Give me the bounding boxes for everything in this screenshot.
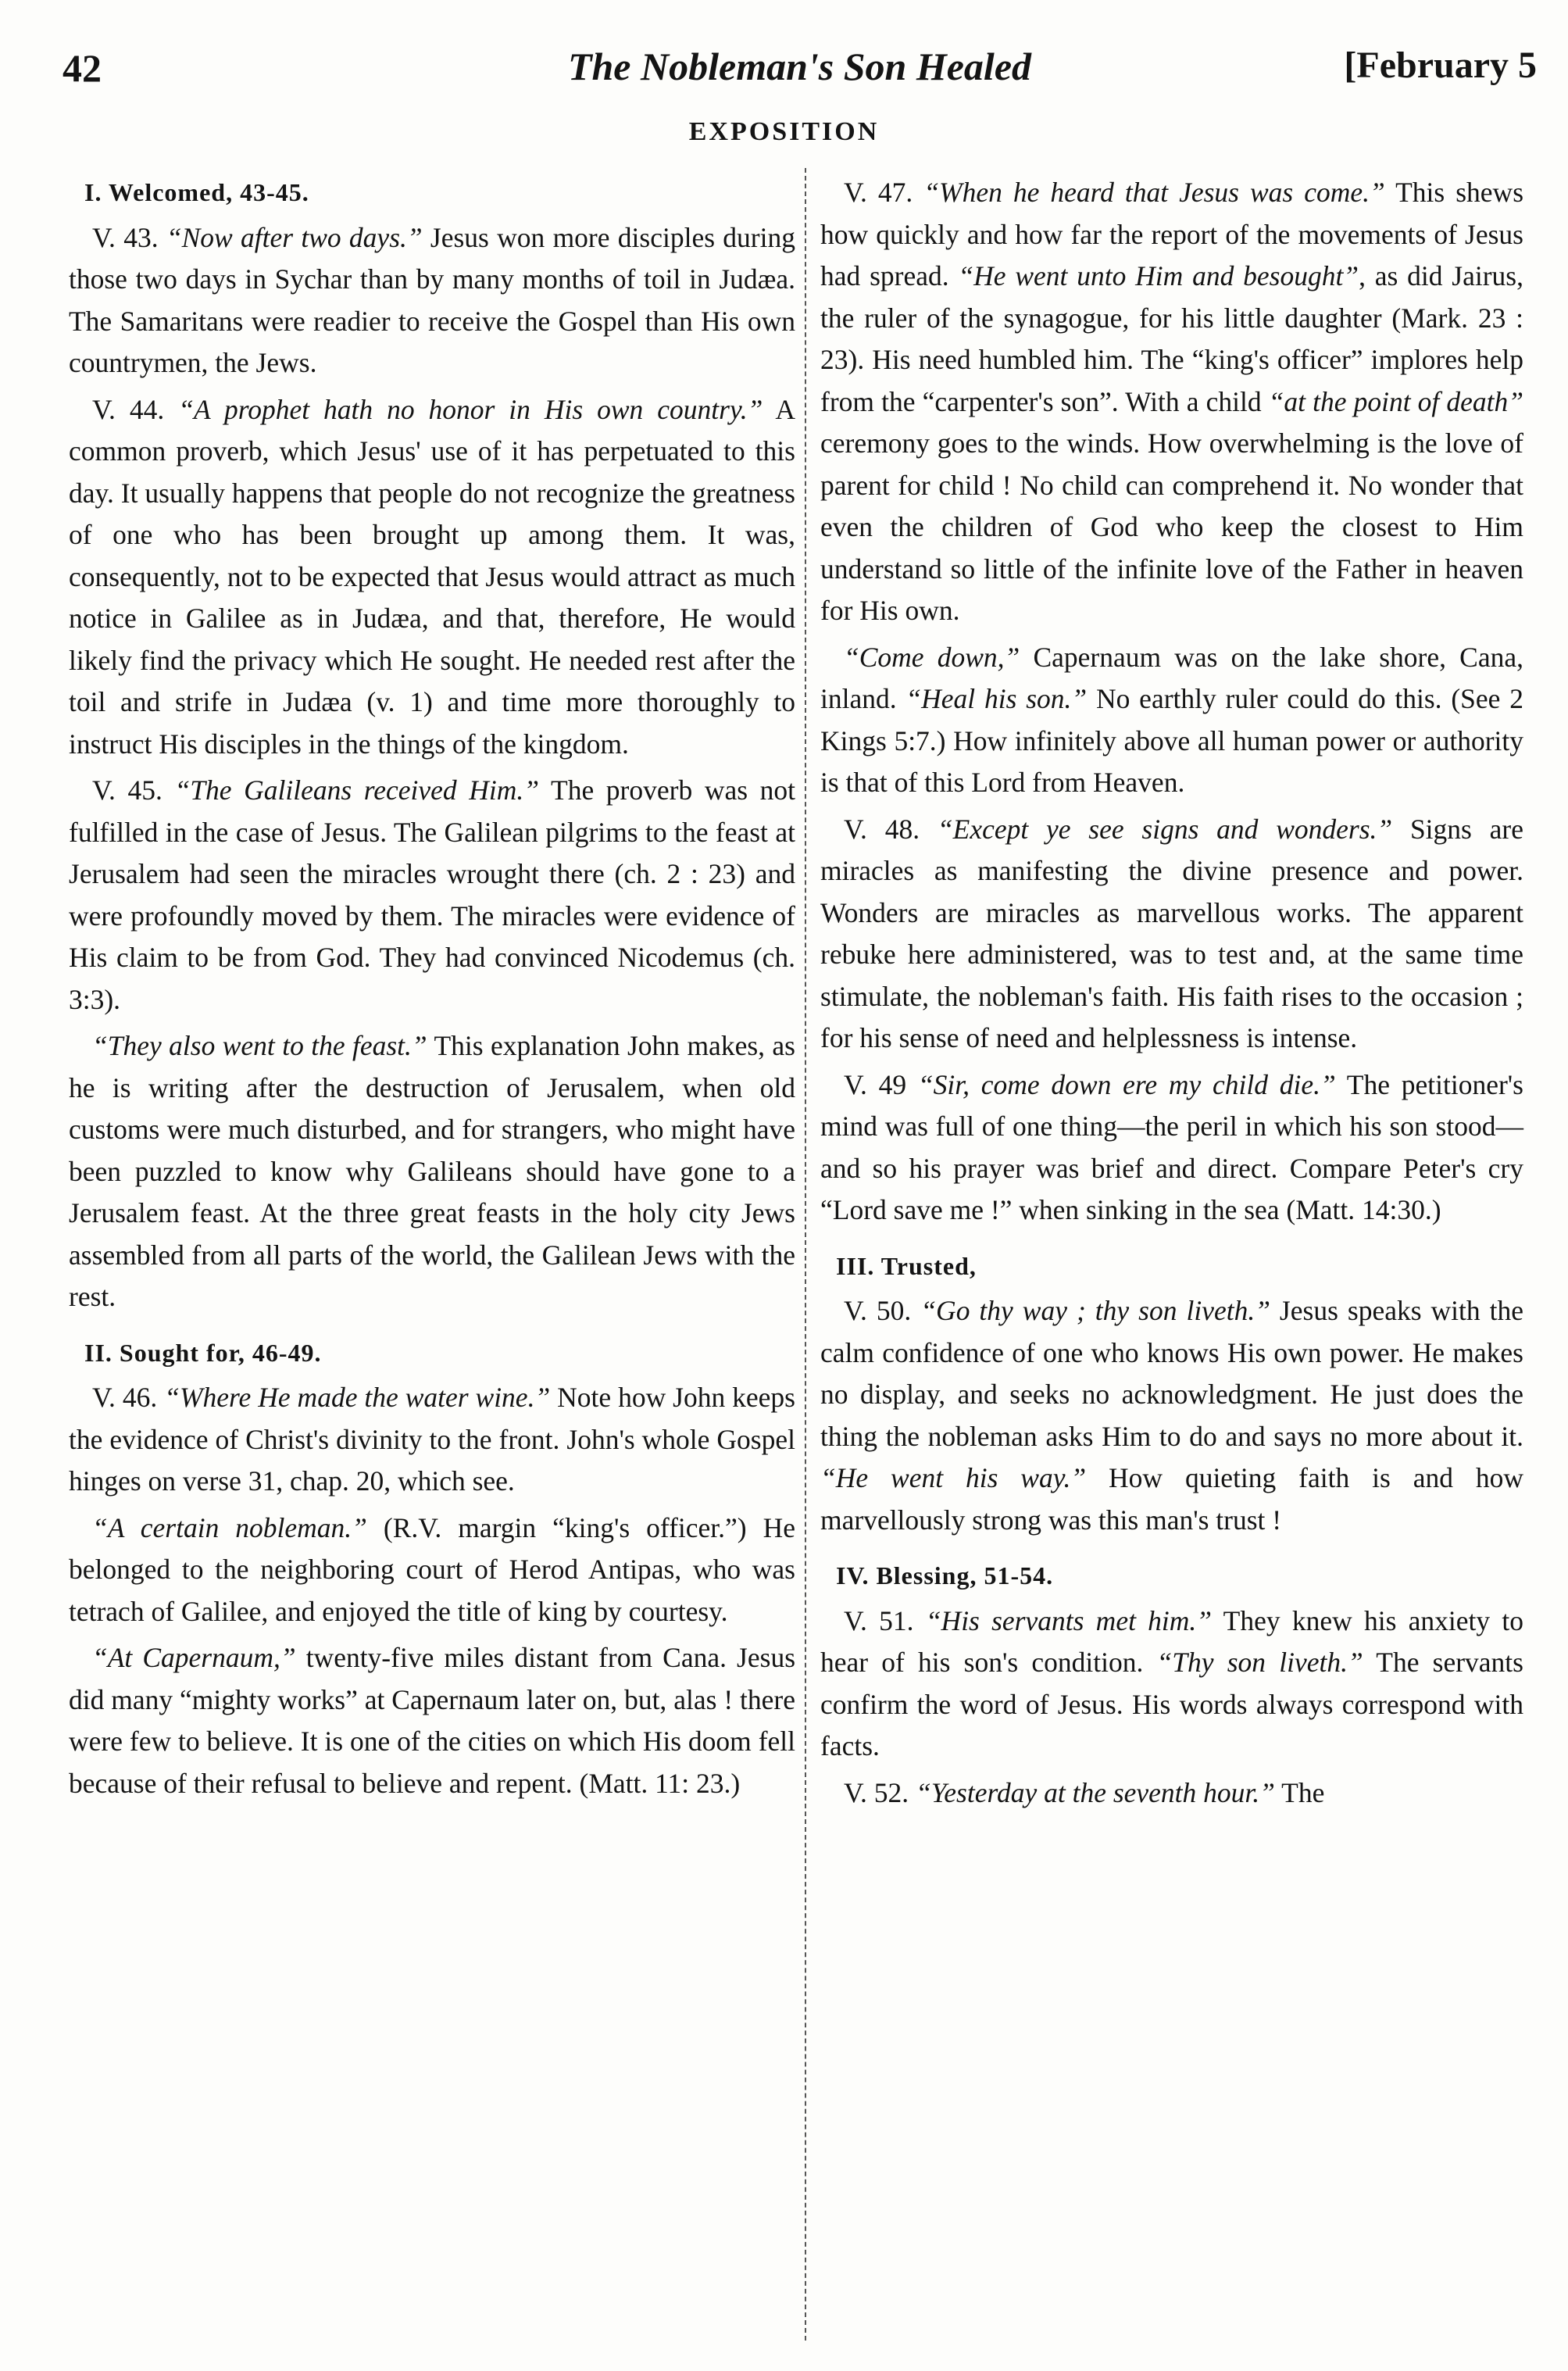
left-column [69, 172, 795, 1809]
subheading-trusted: III. Trusted, [836, 1251, 977, 1280]
quotation: “Go thy way ; thy son liveth.” [920, 1295, 1270, 1326]
section-title: EXPOSITION [688, 117, 880, 146]
paragraph: V. 47. “When he heard that Jesus was come.” This shews how quickly and how far the report of the movements of Jesus had spread. “He went unto Him and besought”, as did Jairus, the ruler of the synagogue, for his little daughter (Mark. 23 : 23). His need humbled him. The “king's officer” implores help from the “carpenter's son”. With a child “at the point of death” ceremony goes to the winds. How overwhelming is the love of parent for child ! No child can comprehend it. No wonder that even the children of God who keep the closest to Him understand so little of the infinite love of the Father in heaven for His own. [820, 177, 1524, 626]
page-header [63, 39, 1537, 94]
paragraph: V. 45. “The Galileans received Him.” The proverb was not fulfilled in the case of Jesus. The Galilean pilgrims to the feast at Jerusalem had seen the miracles wrought there (ch. 2 : 23) and were profoundly moved by them. The miracles were evidence of His claim to be from God. They had convinced Nicodemus (ch. 3:3). [69, 774, 795, 1015]
paragraph: V. 44. “A prophet hath no honor in His own country.” A common proverb, which Jesus' use of it has perpetuated to this day. It usually happens that people do not recognize the greatness of one who has been brought up among them. It was, consequently, not to be expected that Jesus would attract as much notice in Galilee as in Judæa, and that, therefore, He would likely find the privacy which He sought. He needed rest after the toil and strife in Judæa (v. 1) and time more thoroughly to instruct His disciples in the things of the kingdom. [69, 393, 796, 760]
paragraph: V. 51. “His servants met him.” They knew his anxiety to hear of his son's condition. “Thy son liveth.” The servants confirm the word of Jesus. His words always correspond with facts. [820, 1604, 1524, 1761]
paragraph: “A certain nobleman.” (R.V. margin “king's officer.”) He belonged to the neighboring court of Herod Antipas, who was tetrach of Galilee, and enjoyed the title of king by courtesy. [69, 1511, 795, 1627]
quotation: “at the point of death” [1268, 385, 1523, 417]
quotation: “He went unto Him and besought” [958, 260, 1359, 291]
quotation: “Heal his son.” [905, 683, 1088, 714]
paragraph: V. 43. “Now after two days.” Jesus won more disciples during those two days in Sychar than by many months of toil in Judæa. The Samaritans were readier to receive the Gospel than His own countrymen, the Jews. [69, 221, 795, 378]
quotation: “They also went to the feast.” [92, 1030, 427, 1061]
paragraph: V. 46. “Where He made the water wine.” Note how John keeps the evidence of Christ's divinity to the front. John's whole Gospel hinges on verse 31, chap. 20, which see. [69, 1382, 795, 1497]
quotation: “Sir, come down ere my child die.” [917, 1068, 1336, 1100]
issue-date: [February 5 [1344, 45, 1537, 86]
subheading-welcomed: I. Welcomed, 43-45. [84, 178, 309, 206]
quotation: “Come down,” [844, 641, 1020, 673]
quotation: “The Galileans received Him.” [174, 774, 540, 806]
subheading-blessing: IV. Blessing, 51-54. [836, 1561, 1054, 1590]
paragraph: V. 49 “Sir, come down ere my child die.” The petitioner's mind was full of one thing—the peril in which his son stood—and so his prayer was brief and direct. Compare Peter's cry “Lord save me !” when sinking in the sea (Matt. 14:30.) [820, 1068, 1523, 1225]
quotation: “At Capernaum,” [92, 1642, 296, 1673]
paragraph: V. 50. “Go thy way ; thy son liveth.” Jesus speaks with the calm confidence of one who knows His own power. He makes no display, and seeks no acknowledgment. He just does the thing the nobleman asks Him to do and says no more about it. “He went his way.” How quieting faith is and how marvellously strong was this man's trust ! [820, 1295, 1523, 1536]
paragraph: “They also went to the feast.” This explanation John makes, as he is writing after the destruction of Jerusalem, when old customs were much disturbed, and for strangers, who might have been puzzled to know why Galileans should have gone to a Jerusalem feast. At the three great feasts in the holy city Jews assembled from all parts of the world, the Galilean Jews with the rest. [69, 1030, 795, 1312]
right-column [820, 172, 1523, 1818]
running-title: The Nobleman's Son Healed [567, 45, 1032, 88]
paragraph: V. 48. “Except ye see signs and wonders.” Signs are miracles as manifesting the divine presence and power. Wonders are miracles as marvellous works. The apparent rebuke here administered, was to test and, at the same time stimulate, the nobleman's faith. His faith rises to the occasion ; for his sense of need and helplessness is intense. [820, 813, 1523, 1053]
quotation: “A prophet hath no honor in His own country.” [178, 393, 763, 425]
page-number: 42 [63, 46, 102, 90]
column-divider [805, 168, 806, 2341]
paragraph: V. 52. “Yesterday at the seventh hour.” The [844, 1776, 1325, 1808]
quotation: “A certain nobleman.” [92, 1511, 367, 1543]
quotation: “His servants met him.” [925, 1604, 1213, 1636]
paragraph: “Come down,” Capernaum was on the lake shore, Cana, inland. “Heal his son.” No earthly ruler could do this. (See 2 Kings 5:7.) How infinitely above all human power or authority is that of this Lord from Heaven. [820, 641, 1523, 798]
quotation: “Thy son liveth.” [1156, 1647, 1363, 1678]
quotation: “Except ye see signs and wonders.” [937, 813, 1393, 845]
paragraph: “At Capernaum,” twenty-five miles distant from Cana. Jesus did many “mighty works” at Capernaum later on, but, alas ! there were few to believe. It is one of the cities on which His doom fell because of their refusal to believe and repent. (Matt. 11: 23.) [69, 1642, 796, 1799]
quotation: “Now after two days.” [166, 221, 423, 253]
quotation: “Where He made the water wine.” [164, 1382, 551, 1413]
quotation: “When he heard that Jesus was come.” [923, 177, 1385, 208]
quotation: “Yesterday at the seventh hour.” [916, 1776, 1275, 1808]
subheading-sought-for: II. Sought for, 46-49. [84, 1338, 322, 1367]
quotation: “He went his way.” [820, 1462, 1087, 1493]
